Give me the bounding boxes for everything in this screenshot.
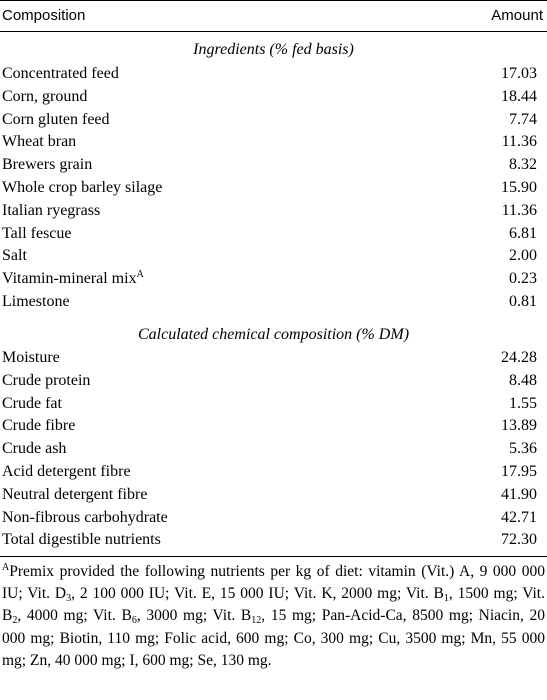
section-title-chemical: Calculated chemical composition (% DM): [137, 326, 410, 343]
table-row: [0, 370, 547, 392]
footnote-text-3: , 1500 mg; Vit. B: [2, 585, 545, 625]
row-value: 17.95: [501, 463, 537, 480]
footnote-sub-b12: 12: [251, 615, 262, 627]
row-value: 6.81: [509, 224, 537, 242]
row-value: 17.03: [501, 65, 537, 82]
table-row: [0, 63, 547, 85]
table-row: [0, 438, 547, 460]
row-label: Wheat bran: [2, 133, 77, 151]
table-row: [0, 529, 547, 551]
row-label: Italian ryegrass: [2, 201, 101, 219]
table-bottom-rule: [0, 556, 547, 557]
footnote-sub-b1: 1: [443, 593, 449, 605]
row-value: 11.36: [501, 201, 537, 219]
table-row: [0, 131, 547, 153]
table-row: [0, 291, 547, 313]
row-label: Tall fescue: [2, 224, 72, 242]
table-row: [0, 415, 547, 437]
table-row: [0, 245, 547, 267]
row-label: Crude ash: [2, 440, 67, 458]
footnote-marker: A: [2, 562, 10, 573]
row-value: 0.81: [509, 293, 537, 310]
row-value: 2.00: [509, 247, 537, 265]
row-label: Acid detergent fibre: [2, 463, 131, 480]
row-label: Concentrated feed: [2, 65, 119, 82]
row-label: Whole crop barley silage: [2, 179, 163, 196]
row-label: Brewers grain: [2, 156, 93, 174]
row-value: 41.90: [501, 485, 537, 503]
table-row: [0, 484, 547, 506]
table-row: [0, 347, 547, 369]
row-label: Non-fibrous carbohydrate: [2, 508, 168, 526]
footnote-text-4: , 4000 mg; Vit. B: [17, 607, 132, 625]
footnote-text-6: , 15 mg; Pan-Acid-Ca, 8500 mg; Niacin, 20 000 mg; Biotin, 110 mg; Folic acid, 600 mg; Co, 300 mg; Cu, 3500 mg; Mn, 55 000 mg; Zn, 40 000 mg; I, 600 mg; Se, 130 mg.: [2, 607, 546, 669]
footnote-ref: A: [136, 269, 144, 281]
row-label: Salt: [2, 247, 27, 265]
footnote: [2, 561, 545, 672]
table-row: [0, 223, 547, 245]
footnote-text-5: , 3000 mg; Vit. B: [136, 607, 252, 625]
footnote-sub-b6: 6: [131, 615, 137, 627]
footnote-sub-b2: 2: [12, 615, 18, 627]
row-label: Vitamin-mineral mix$^A$: [2, 269, 144, 288]
table-row: [0, 268, 547, 290]
row-value: 1.55: [509, 394, 537, 412]
row-label: Total digestible nutrients: [2, 531, 161, 549]
table-row: [0, 86, 547, 108]
footnote-text-1: Premix provided the following nutrients per kg of diet: vitamin (Vit.) A, 9 000 000 IU; Vit. D: [2, 563, 545, 603]
table-row: [0, 177, 547, 199]
row-label: Limestone: [2, 293, 70, 310]
row-value: 15.90: [501, 179, 537, 196]
table-row: [0, 507, 547, 529]
row-value: 13.89: [501, 417, 537, 435]
row-value: 72.30: [501, 531, 537, 549]
row-label: Corn, ground: [2, 87, 88, 105]
row-value: 0.23: [509, 270, 537, 288]
row-label: Crude protein: [2, 371, 91, 389]
footnote-sub-d3: 3: [66, 593, 72, 605]
row-value: 8.32: [509, 156, 537, 174]
header-composition: Composition: [2, 7, 86, 24]
table-row: [0, 461, 547, 483]
table-row: [0, 154, 547, 176]
row-label: Crude fibre: [2, 417, 76, 435]
table-row: [0, 200, 547, 222]
row-label: Moisture: [2, 349, 60, 366]
row-value: 18.44: [501, 87, 537, 105]
row-label: Crude fat: [2, 394, 62, 412]
header-amount: Amount: [491, 7, 543, 24]
section-title-ingredients: Ingredients (% fed basis): [193, 41, 354, 58]
row-value: 8.48: [509, 371, 537, 389]
table-row: [0, 109, 547, 131]
row-label: Neutral detergent fibre: [2, 485, 148, 503]
row-value: 11.36: [501, 133, 537, 151]
row-value: 7.74: [509, 110, 537, 128]
row-label: Corn gluten feed: [2, 110, 110, 128]
row-value: 42.71: [501, 508, 537, 526]
row-value: 5.36: [509, 440, 537, 458]
table-header: [0, 0, 547, 32]
table-row: [0, 393, 547, 415]
row-value: 24.28: [501, 349, 537, 366]
footnote-text-2: , 2 100 000 IU; Vit. E, 15 000 IU; Vit. K, 2000 mg; Vit. B: [71, 585, 444, 603]
